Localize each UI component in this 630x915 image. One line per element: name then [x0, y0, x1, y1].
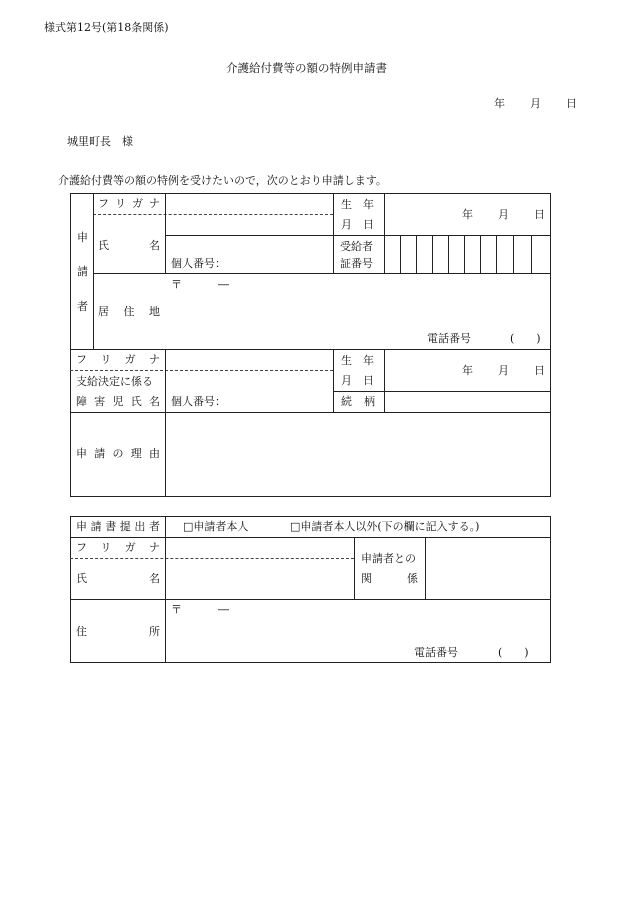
applicant-birth-label-1: 生 年 — [341, 198, 374, 211]
applicant-name-label: 氏 名 — [98, 239, 160, 252]
date-day: 日 — [566, 97, 577, 110]
submitter-furigana-label: フ リ ガ ナ — [76, 541, 160, 554]
child-birth-day: 日 — [534, 364, 545, 377]
option-self-checkbox[interactable]: □申請者本人 — [183, 520, 249, 533]
child-birth-label-1: 生 年 — [341, 354, 374, 367]
relation-label-1: 申請者との — [361, 552, 416, 565]
child-name-label-2: 障 害 児 氏 名 — [76, 395, 160, 408]
applicant-furigana-label: フ リ ガ ナ — [98, 197, 160, 210]
reason-label: 申 請 の 理 由 — [76, 447, 160, 460]
applicant-side-label-1: 申 — [77, 231, 88, 244]
child-relation-label-2: 柄 — [364, 395, 375, 408]
intro-text: 介護給付費等の額の特例を受けたいので，次のとおり申請します。 — [58, 174, 387, 187]
recipient-number-label-1: 受給者 — [340, 240, 373, 253]
child-personal-number-label: 個人番号： — [171, 395, 226, 408]
applicant-personal-number-label: 個人番号： — [171, 257, 226, 270]
page-title: 介護給付費等の額の特例申請書 — [226, 61, 387, 75]
date-year: 年 — [494, 97, 505, 110]
applicant-birth-year: 年 — [462, 208, 473, 221]
applicant-birth-month: 月 — [498, 208, 509, 221]
child-relation-label-1: 続 — [341, 395, 352, 408]
submitter-table — [70, 516, 551, 663]
submitter-address-label: 住 所 — [76, 625, 160, 638]
applicant-side-label-3: 者 — [77, 300, 88, 313]
child-birth-year: 年 — [462, 364, 473, 377]
applicant-birth-day: 日 — [534, 208, 545, 221]
child-birth-label-2: 月 日 — [341, 374, 374, 387]
applicant-postal-mark: 〒 — [171, 278, 182, 291]
form-number: 様式第12号(第18条関係) — [44, 21, 169, 34]
option-other-checkbox[interactable]: □申請者本人以外(下の欄に記入する。) — [290, 520, 480, 533]
relation-label-2: 関 係 — [361, 572, 418, 585]
applicant-side-label-2: 請 — [77, 265, 88, 278]
applicant-phone-label: 電話番号 — [427, 332, 471, 345]
child-birth-month: 月 — [498, 364, 509, 377]
addressee: 城里町長 様 — [67, 135, 133, 148]
applicant-birth-label-2: 月 日 — [341, 218, 374, 231]
date-month: 月 — [530, 97, 541, 110]
applicant-postal-dash: ― — [218, 278, 229, 291]
applicant-address-label: 居 住 地 — [98, 305, 160, 318]
submitter-phone-parens: ( ) — [498, 646, 529, 659]
applicant-phone-parens: ( ) — [510, 332, 541, 345]
child-name-label-1: 支給決定に係る — [76, 375, 153, 388]
submitter-header-label: 申 請 書 提 出 者 — [76, 520, 160, 533]
submitter-phone-label: 電話番号 — [414, 646, 458, 659]
submitter-postal-mark: 〒 — [171, 603, 182, 616]
submitter-name-label: 氏 名 — [76, 572, 160, 585]
child-furigana-label: フ リ ガ ナ — [76, 353, 160, 366]
submitter-postal-dash: ― — [218, 603, 229, 616]
recipient-number-label-2: 証番号 — [340, 257, 373, 270]
